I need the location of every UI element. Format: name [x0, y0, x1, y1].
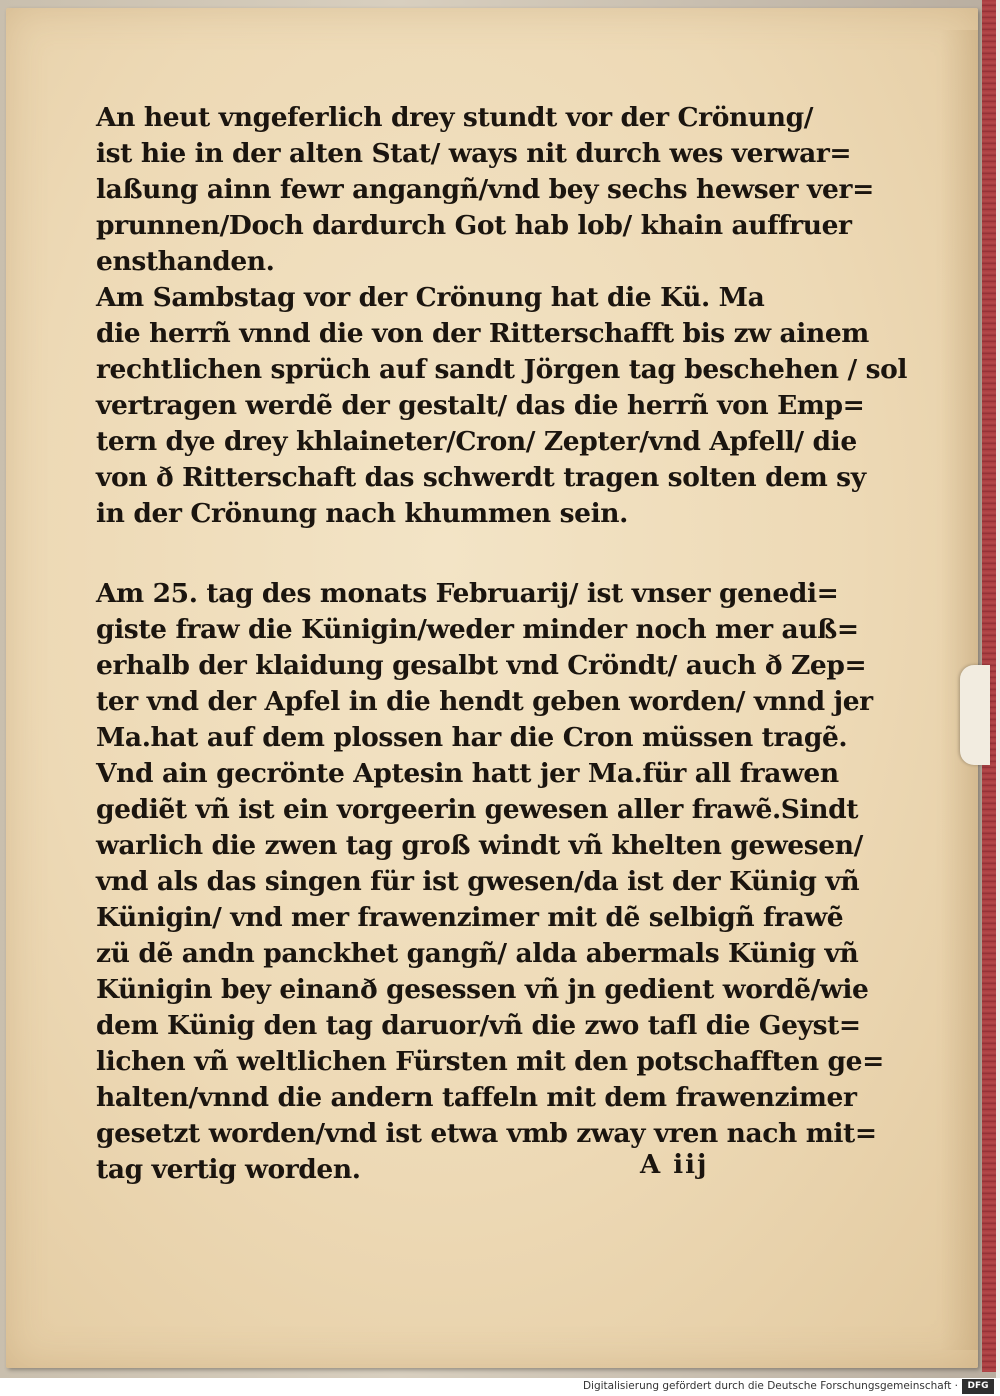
text-line: Künigin/ vnd mer frawenzimer mit dẽ selbigñ frawẽ	[96, 902, 844, 933]
text-line: ensthanden.	[96, 246, 275, 277]
text-line: dem Künig den tag daruor/vñ die zwo tafl die Geyst=	[96, 1010, 861, 1041]
page-text-block	[96, 100, 908, 1188]
text-line: erhalb der klaidung gesalbt vnd Cröndt/ auch ð Zep=	[96, 650, 867, 681]
dfg-logo-icon: DFG	[962, 1379, 994, 1394]
paragraph-1	[96, 100, 874, 280]
text-line: von ð Ritterschaft das schwerdt tragen solten dem sy	[96, 462, 866, 493]
text-line: Ma.hat auf dem plossen har die Cron müssen tragẽ.	[96, 722, 848, 753]
text-line: Künigin bey einanð gesessen vñ jn gedient wordẽ/wie	[96, 974, 869, 1005]
text-line: lichen vñ weltlichen Fürsten mit den potschafften ge=	[96, 1046, 884, 1077]
text-line: Am Sambstag vor der Crönung hat die Kü. Ma	[96, 282, 765, 313]
paragraph-gap	[96, 532, 796, 576]
signature-mark: A iij	[640, 1150, 709, 1180]
text-line: zü dẽ andn panckhet gangñ/ alda abermals Künig vñ	[96, 938, 859, 969]
text-line: halten/vnnd die andern taffeln mit dem frawenzimer	[96, 1082, 857, 1113]
footer-credit: Digitalisierung gefördert durch die Deutsche Forschungsgemeinschaft ·	[582, 1380, 958, 1392]
text-line: gediẽt vñ ist ein vorgeerin gewesen aller frawẽ.Sindt	[96, 794, 859, 825]
text-line: ist hie in der alten Stat/ ways nit durch wes verwar=	[96, 138, 852, 169]
text-line: An heut vngeferlich drey stundt vor der Crönung/	[96, 102, 813, 133]
text-line: vnd als das singen für ist gwesen/da ist der Künig vñ	[96, 866, 860, 897]
text-line: Am 25. tag des monats Februarij/ ist vnser genedi=	[96, 578, 839, 609]
text-line: vertragen werdẽ der gestalt/ das die herrñ von Emp=	[96, 390, 865, 421]
text-line: prunnen/Doch dardurch Got hab lob/ khain auffruer	[96, 210, 852, 241]
text-line: ter vnd der Apfel in die hendt geben worden/ vnnd jer	[96, 686, 873, 717]
paragraph-3	[96, 576, 884, 1188]
text-line: rechtlichen sprüch auf sandt Jörgen tag beschehen / sol	[96, 354, 908, 385]
text-line: in der Crönung nach khummen sein.	[96, 498, 628, 529]
text-line: giste fraw die Künigin/weder minder noch mer auß=	[96, 614, 859, 645]
text-line: warlich die zwen tag groß windt vñ khelten gewesen/	[96, 830, 863, 861]
text-line: tag vertig worden.	[96, 1154, 361, 1185]
text-line: laßung ainn fewr angangñ/vnd bey sechs hewser ver=	[96, 174, 874, 205]
text-line: gesetzt worden/vnd ist etwa vmb zway vren nach mit=	[96, 1118, 877, 1149]
text-line: die herrñ vnnd die von der Ritterschafft bis zw ainem	[96, 318, 869, 349]
text-line: tern dye drey khlaineter/Cron/ Zepter/vnd Apfell/ die	[96, 426, 857, 457]
page-tab	[960, 665, 990, 765]
paragraph-2	[96, 280, 908, 532]
text-line: Vnd ain gecrönte Aptesin hatt jer Ma.für all frawen	[96, 758, 839, 789]
